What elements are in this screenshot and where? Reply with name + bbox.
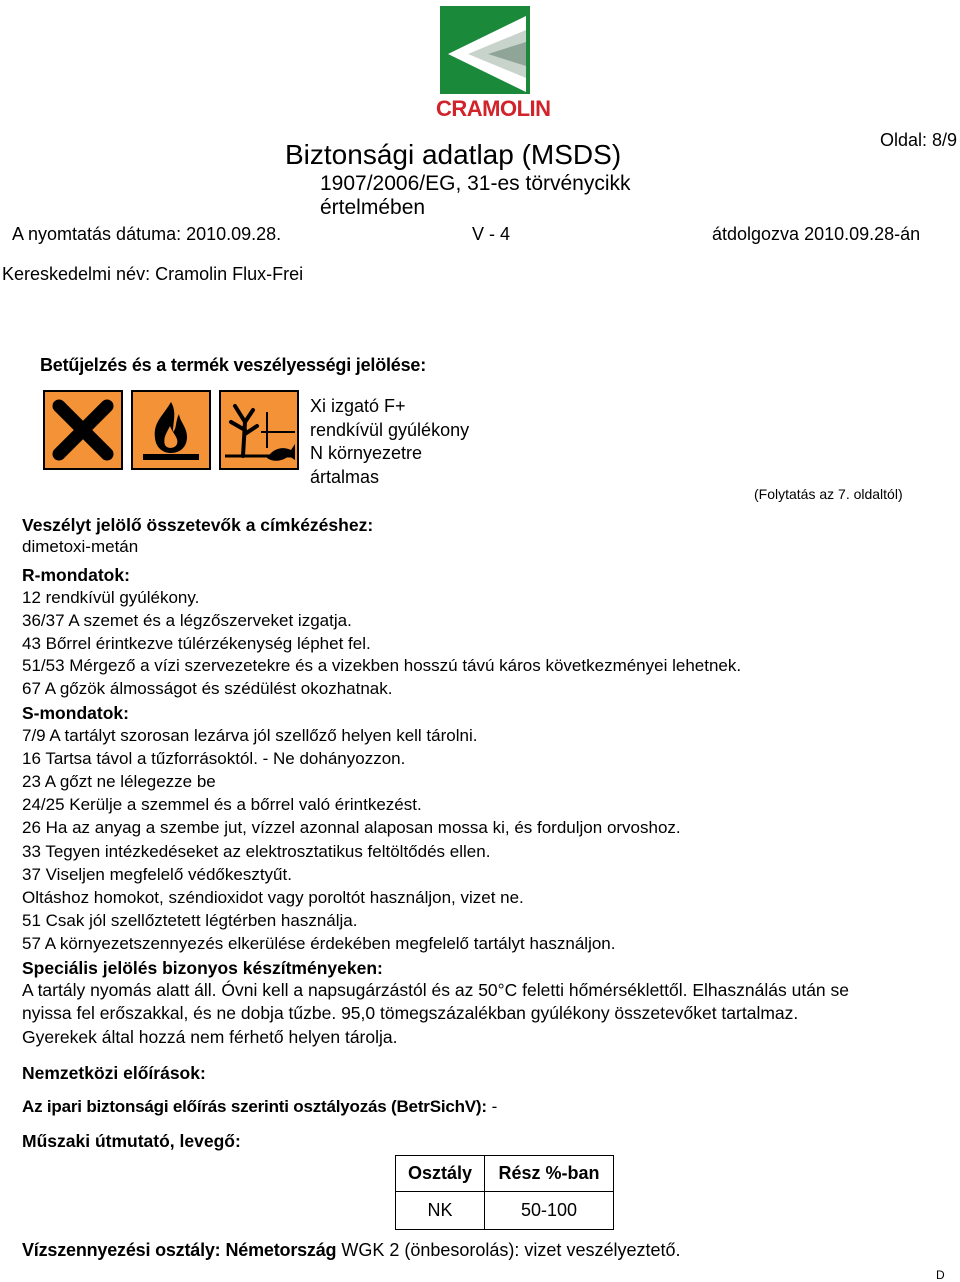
components-heading: Veszélyt jelölő összetevők a címkézéshez: (22, 515, 374, 535)
technical-heading: Műszaki útmutató, levegő: (22, 1131, 241, 1151)
table-header: Rész %-ban (485, 1156, 614, 1192)
classification-table (395, 1155, 614, 1230)
table-header: Osztály (396, 1156, 485, 1192)
betrsichv-label: Az ipari biztonsági előírás szerinti osztályozás (BetrSichV): (22, 1097, 487, 1116)
continuation-note: (Folytatás az 7. oldaltól) (754, 486, 903, 502)
hazard-line: Xi izgató F+ (310, 396, 406, 416)
environment-tree-fish-icon (219, 390, 299, 470)
r-phrase: 43 Bőrrel érintkezve túlérzékenység léphet fel. (22, 634, 371, 653)
betrsichv-value: - (491, 1097, 498, 1116)
harmful-x-icon (43, 390, 123, 470)
cramolin-logo (436, 6, 551, 122)
hazard-line: N környezetre (310, 443, 423, 463)
print-date: A nyomtatás dátuma: 2010.09.28. (12, 224, 282, 244)
r-phrases-heading: R-mondatok: (22, 565, 130, 585)
water-hazard-row (22, 1240, 681, 1261)
hazard-description (310, 395, 469, 489)
international-heading: Nemzetközi előírások: (22, 1063, 206, 1083)
s-phrase: 26 Ha az anyag a szembe jut, vízzel azonnal alaposan mossa ki, és forduljon orvoshoz. (22, 818, 681, 837)
r-phrase: 51/53 Mérgező a vízi szervezetekre és a vizekben hosszú távú káros következményei lehetnek. (22, 656, 742, 675)
s-phrases-heading: S-mondatok: (22, 703, 129, 723)
special-heading: Speciális jelölés bizonyos készítményeken: (22, 958, 383, 978)
r-phrase: 36/37 A szemet és a légzőszerveket izgatja. (22, 611, 352, 630)
s-phrase: 7/9 A tartályt szorosan lezárva jól szellőző helyen kell tárolni. (22, 726, 478, 745)
s-phrase: 57 A környezetszennyezés elkerülése érdekében megfelelő tartályt használjon. (22, 934, 616, 953)
s-phrase: 37 Viseljen megfelelő védőkesztyűt. (22, 865, 292, 884)
special-line: nyissa fel erőszakkal, és ne dobja tűzbe. 95,0 tömegszázalékban gyúlékony összetevőket tartalmaz. (22, 1003, 799, 1023)
document-title: Biztonsági adatlap (MSDS) (285, 139, 622, 170)
table-header-row (396, 1156, 614, 1192)
s-phrase: 33 Tegyen intézkedéseket az elektrosztatikus feltöltődés ellen. (22, 842, 491, 861)
table-row (396, 1192, 614, 1230)
document-subtitle: 1907/2006/EG, 31-es törvénycikk értelmében (320, 172, 631, 219)
revision-date: átdolgozva 2010.09.28-án (712, 224, 921, 244)
flame-icon (131, 390, 211, 470)
table-cell: NK (396, 1192, 485, 1230)
page-number: Oldal: 8/9 (880, 130, 958, 150)
water-hazard-country: Németország (225, 1240, 337, 1260)
s-phrase: 16 Tartsa távol a tűzforrásoktól. - Ne dohányozzon. (22, 749, 406, 768)
betrsichv-row (22, 1097, 497, 1117)
special-line: Gyerekek által hozzá nem férhető helyen tárolja. (22, 1027, 398, 1047)
corner-mark: D (936, 1268, 945, 1282)
hazard-line: ártalmas (310, 466, 380, 487)
s-phrase: 51 Csak jól szellőztetett légtérben használja. (22, 911, 358, 930)
s-phrase: 24/25 Kerülje a szemmel és a bőrrel való érintkezést. (22, 795, 422, 814)
water-hazard-value: WGK 2 (önbesorolás): vizet veszélyeztető. (341, 1240, 681, 1260)
brand-name: CRAMOLIN (436, 96, 551, 121)
trade-name: Kereskedelmi név: Cramolin Flux-Frei (2, 264, 304, 284)
r-phrase: 67 A gőzök álmosságot és szédülést okozhatnak. (22, 679, 393, 698)
table-cell: 50-100 (485, 1192, 614, 1230)
hazard-line: rendkívül gyúlékony (310, 419, 470, 440)
water-hazard-label: Vízszennyezési osztály: (22, 1240, 221, 1260)
s-phrase: 23 A gőzt ne lélegezze be (22, 772, 216, 791)
version: V - 4 (472, 224, 511, 244)
labeling-heading: Betűjelzés és a termék veszélyességi jelölése: (40, 355, 427, 375)
r-phrase: 12 rendkívül gyúlékony. (22, 588, 200, 607)
s-phrase: Oltáshoz homokot, széndioxidot vagy poroltót használjon, vizet ne. (22, 888, 524, 907)
component-value: dimetoxi-metán (22, 537, 139, 556)
special-line: A tartály nyomás alatt áll. Óvni kell a napsugárzástól és az 50°C feletti hőmérséklettől. Elhasználás után se (22, 980, 850, 1000)
